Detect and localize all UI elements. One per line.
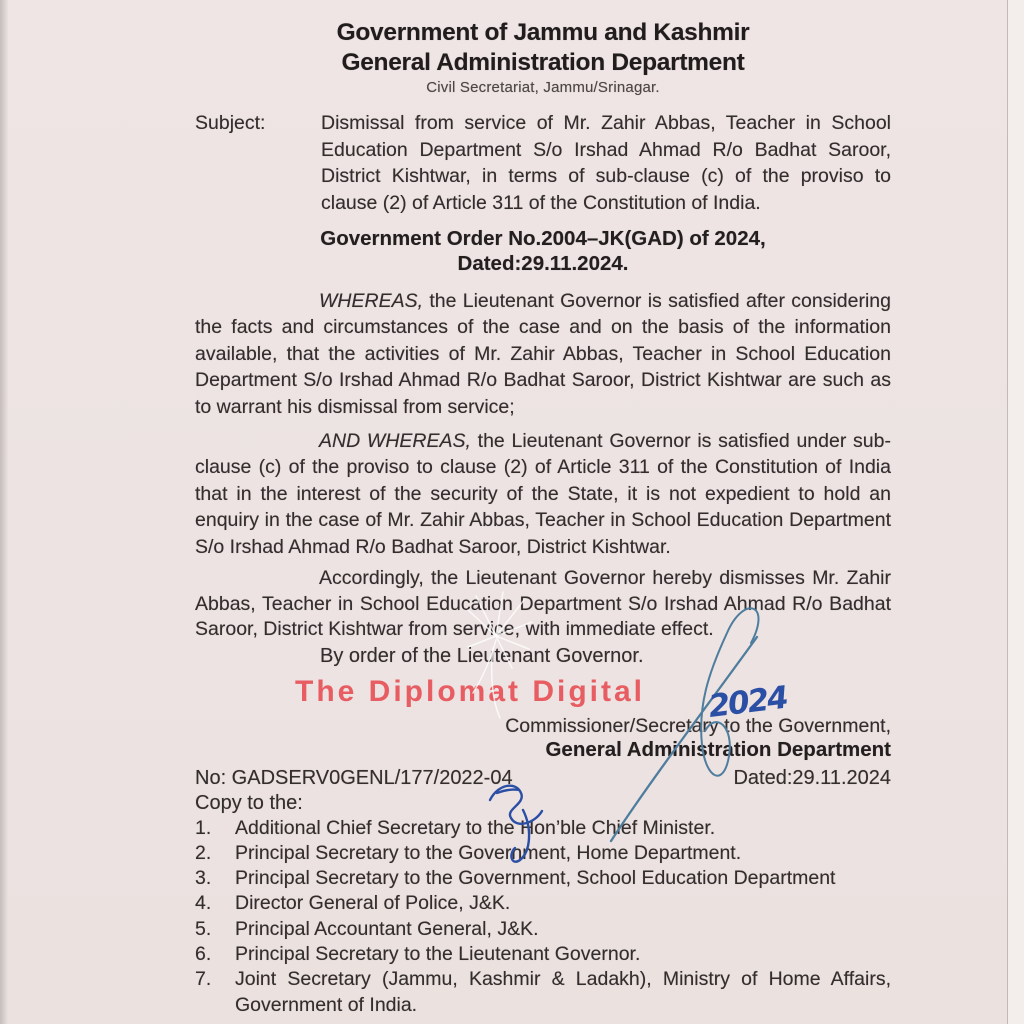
list-item bbox=[195, 967, 891, 1018]
press-watermark-text: The Diplomat Digital bbox=[295, 674, 646, 708]
list-item bbox=[195, 942, 891, 967]
list-item-text: Principal Secretary to the Government, Home Department. bbox=[235, 841, 742, 864]
paragraph-text: the Lieutenant Governor is satisfied under sub-clause (c) of the proviso to clause (2) of Article 311 of the Constitution of India that in the interest of the security of the State, it is not expedient to hold an enquiry in the case of Mr. Zahir Abbas, Teacher in School Education Department S/o Irshad Ahmad R/o Badhat Saroor, District Kishtwar. bbox=[195, 430, 891, 558]
list-item bbox=[195, 917, 891, 942]
signatory-department: General Administration Department bbox=[545, 737, 891, 761]
paragraph-whereas bbox=[195, 288, 891, 420]
list-item-number: 5. bbox=[195, 917, 212, 940]
paragraph-lead: WHEREAS, bbox=[319, 290, 424, 312]
list-item bbox=[195, 841, 891, 866]
paper-left-edge bbox=[0, 0, 8, 1024]
list-item bbox=[195, 816, 891, 841]
copy-list bbox=[195, 816, 891, 1018]
subject-block bbox=[195, 110, 891, 216]
list-item-text: Principal Secretary to the Government, School Education Department bbox=[235, 867, 836, 890]
by-order-line: By order of the Lieutenant Governor. bbox=[320, 644, 644, 667]
list-item bbox=[195, 866, 891, 891]
list-item-text: Principal Secretary to the Lieutenant Governor. bbox=[235, 943, 641, 966]
order-heading bbox=[195, 226, 891, 276]
document-subtitle: Civil Secretariat, Jammu/Srinagar. bbox=[426, 79, 660, 96]
list-item bbox=[195, 891, 891, 916]
signature-year-scrawl: 2024 bbox=[706, 679, 789, 725]
paragraph-text: Accordingly, the Lieutenant Governor hereby dismisses Mr. Zahir Abbas, Teacher in School Education Department S/o Irshad Ahmad R/o Badhat Saroor, District Kishtwar from service, with immediate effect. bbox=[195, 567, 891, 641]
reference-date: Dated:29.11.2024 bbox=[733, 766, 891, 789]
paper-right-edge bbox=[1007, 0, 1024, 1024]
list-item-text: Director General of Police, J&K. bbox=[235, 892, 511, 915]
paragraph-text: the Lieutenant Governor is satisfied after considering the facts and circumstances of the case and on the basis of the information available, that the activities of Mr. Zahir Abbas, Teacher in School Education Department S/o Irshad Ahmad R/o Badhat Saroor, District Kishtwar are such as to warrant his dismissal from service; bbox=[195, 290, 891, 418]
paragraph-and-whereas bbox=[195, 428, 891, 560]
paragraph-accordingly bbox=[195, 566, 891, 643]
reference-row bbox=[195, 766, 891, 790]
list-item-number: 7. bbox=[195, 968, 212, 991]
list-item-number: 3. bbox=[195, 867, 212, 890]
subject-label: Subject: bbox=[195, 112, 266, 134]
list-item-text: Principal Accountant General, J&K. bbox=[235, 917, 539, 940]
document-title-line2: General Administration Department bbox=[341, 49, 745, 76]
reference-number: No: GADSERV0GENL/177/2022-04 bbox=[195, 766, 513, 789]
subject-text: Dismissal from service of Mr. Zahir Abbas, Teacher in School Education Department S/o Irshad Ahmad R/o Badhat Saroor, District Kishtwar, in terms of sub-clause (c) of the proviso to clause (2) of Article 311 of the Constitution of India. bbox=[321, 112, 891, 214]
document-content bbox=[195, 18, 891, 1018]
list-item-number: 2. bbox=[195, 841, 212, 864]
signatory-designation: Commissioner/Secretary to the Government, bbox=[505, 714, 891, 737]
paragraph-lead: AND WHEREAS, bbox=[319, 430, 471, 453]
list-item-text: Additional Chief Secretary to the Hon’ble Chief Minister. bbox=[235, 816, 716, 839]
copy-list-heading: Copy to the: bbox=[195, 791, 303, 814]
order-number-line: Government Order No.2004–JK(GAD) of 2024, bbox=[320, 227, 766, 250]
document-title-line1: Government of Jammu and Kashmir bbox=[336, 19, 750, 46]
list-item-number: 6. bbox=[195, 943, 212, 966]
order-date-line: Dated:29.11.2024. bbox=[457, 252, 629, 275]
list-item-number: 4. bbox=[195, 892, 212, 915]
list-item-number: 1. bbox=[195, 816, 212, 839]
list-item-text: Joint Secretary (Jammu, Kashmir & Ladakh), Ministry of Home Affairs, Government of India. bbox=[235, 968, 891, 1016]
